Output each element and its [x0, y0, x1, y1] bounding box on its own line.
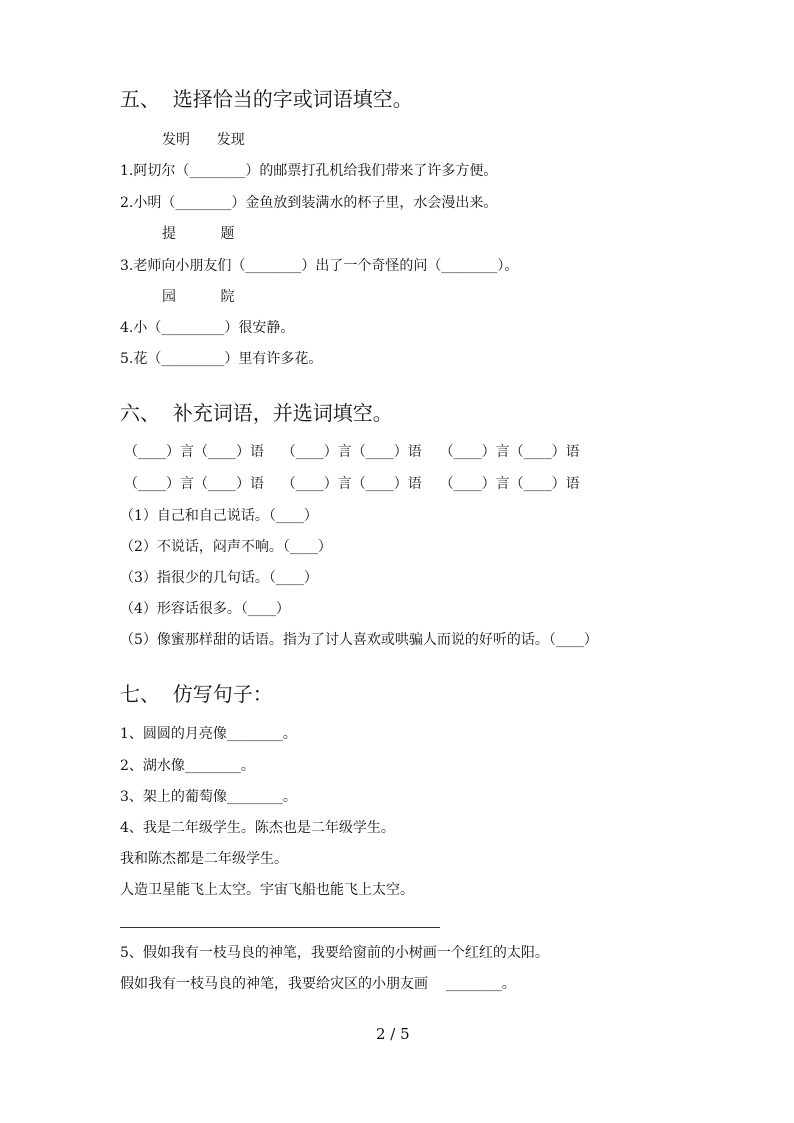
question-5-1: 1.阿切尔（________）的邮票打孔机给我们带来了许多方便。	[120, 163, 498, 179]
sentence-7-5: 我和陈杰都是二年级学生。	[120, 851, 288, 867]
word-options-1: 发明 发现	[162, 132, 245, 148]
sentence-7-8: 假如我有一枝马良的神笔，我要给灾区的小朋友画 ________。	[120, 976, 516, 992]
sentence-7-1: 1、圆圆的月亮像________。	[120, 726, 297, 742]
section7-heading: 七、 仿写句子：	[120, 682, 273, 706]
sentence-7-4: 4、我是二年级学生。陈杰也是二年级学生。	[120, 820, 395, 836]
question-6-1: （1）自己和自己说话。（____）	[120, 508, 318, 524]
sentence-7-6: 人造卫星能飞上太空。宇宙飞船也能飞上太空。	[120, 882, 414, 898]
idiom-row-1: （____）言（____）语 （____）言（____）语 （____）言（____）语	[124, 444, 580, 460]
page-number: 2 / 5	[376, 1025, 410, 1043]
question-6-5: （5）像蜜那样甜的话语。指为了讨人喜欢或哄骗人而说的好听的话。（____）	[120, 632, 598, 648]
section5-heading: 五、 选择恰当的字或词语填空。	[120, 87, 413, 111]
question-5-2: 2.小明（________）金鱼放到装满水的杯子里，水会漫出来。	[120, 195, 498, 211]
sentence-7-3: 3、架上的葡萄像________。	[120, 789, 297, 805]
sentence-7-2: 2、湖水像________。	[120, 758, 255, 774]
question-6-2: （2）不说话，闷声不响。（____）	[120, 539, 332, 555]
word-options-2: 提 题	[162, 226, 235, 242]
question-6-4: （4）形容话很多。（____）	[120, 601, 290, 617]
word-options-3: 园 院	[162, 289, 235, 305]
question-5-5: 5.花（_________）里有许多花。	[120, 351, 323, 367]
section6-heading: 六、 补充词语，并选词填空。	[120, 401, 393, 425]
idiom-row-2: （____）言（____）语 （____）言（____）语 （____）言（____）语	[124, 476, 580, 492]
sentence-7-7: 5、假如我有一枝马良的神笔，我要给窗前的小树画一个红红的太阳。	[120, 945, 549, 961]
question-5-3: 3.老师向小朋友们（________）出了一个奇怪的问（________）。	[120, 258, 519, 274]
answer-line	[120, 927, 440, 928]
question-5-4: 4.小（_________）很安静。	[120, 320, 295, 336]
question-6-3: （3）指很少的几句话。（____）	[120, 570, 318, 586]
